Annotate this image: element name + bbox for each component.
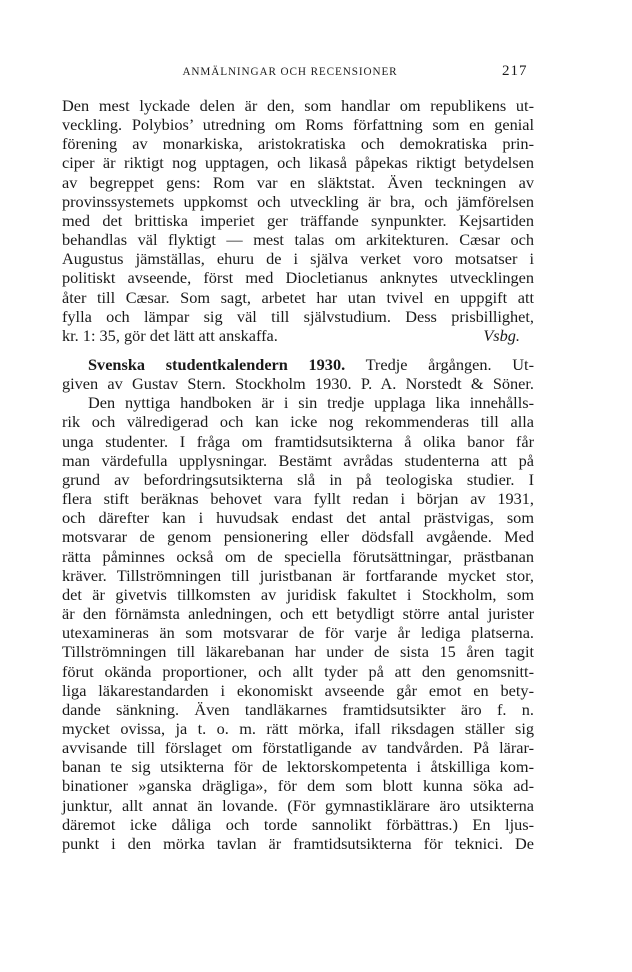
- running-header: ANMÄLNINGAR OCH RECENSIONER: [182, 66, 398, 78]
- book-title: Svenska studentkalendern 1930.: [88, 355, 346, 374]
- text-line: rätta påminnes också om de speciella förutsättningar, prästbanan: [62, 546, 534, 566]
- heading-publisher-line: given av Gustav Stern. Stockholm 1930. P. A. Norstedt & Söner.: [62, 374, 534, 394]
- text-line: motsvarar de genom pensionering eller dödsfall avgående. Med: [62, 527, 534, 547]
- text-line: behandlas väl flyktigt — mest talas om arkitekturen. Cæsar och: [62, 230, 534, 250]
- heading-edition: Tredje årgången. Ut-: [365, 355, 534, 374]
- review-studentkalendern: [62, 355, 534, 853]
- text-line: junktur, allt annat än lovande. (För gymnastiklärare äro utsikterna: [62, 795, 534, 815]
- text-line: grund av befordringsutsikterna slå in på teologiska studier. I: [62, 469, 534, 489]
- text-line: dande sänkning. Även tandläkarnes framtidsutsikter äro f. n.: [62, 699, 534, 719]
- text-line: Den mest lyckade delen är den, som handlar om republikens ut-: [62, 96, 534, 115]
- text-line: politiskt avseende, först med Diocletianus anknytes utvecklingen: [62, 268, 534, 288]
- closing-line: [62, 326, 534, 345]
- text-line: utexamineras än som motsvarar de för varje år lediga platserna.: [62, 623, 534, 643]
- review-heading: [62, 355, 534, 374]
- text-line: flera stift beräknas behovet vara fyllt redan i början av 1931,: [62, 489, 534, 509]
- text-line: Tillströmningen till läkarebanan har under de sista 15 åren tagit: [62, 642, 534, 662]
- text-line: förut okända proportioner, och allt tyder på att den genomsnitt-: [62, 661, 534, 681]
- text-line: av begreppet gens: Rom var en släktstat. Även teckningen av: [62, 172, 534, 192]
- text-line: punkt i den mörka tavlan är framtidsutsikterna för teknici. De: [62, 833, 534, 853]
- text-line: Den nyttiga handboken är i sin tredje upplaga lika innehålls-: [88, 393, 534, 413]
- text-line: förening av monarkiska, aristokratiska och demokratiska prin-: [62, 134, 534, 154]
- text-line: är den förnämsta anledningen, och ett betydligt större antal jurister: [62, 604, 534, 624]
- text-line: däremot icke dåliga och torde sannolikt förbättras.) En ljus-: [62, 814, 534, 834]
- text-line: ciper är riktigt nog upptagen, och likaså påpekas riktigt betydelsen: [62, 153, 534, 173]
- text-line: avvisande till förslaget om förstatligande av tandvården. På lärar-: [62, 738, 534, 758]
- text-line: med det brittiska imperiet ger träffande synpunkter. Kejsartiden: [62, 210, 534, 230]
- text-line: det är givetvis tillkomsten av juridisk fakultet i Stockholm, som: [62, 584, 534, 604]
- review-paragraph-polybios: [62, 96, 534, 345]
- page-number: 217: [502, 63, 528, 79]
- text-line: banan te sig utsikterna för de lektorskompetenta i åtskilliga kom-: [62, 757, 534, 777]
- text-line: veckling. Polybios’ utredning om Roms författning som en genial: [62, 115, 534, 135]
- text-line: fylla och lämpar sig väl till självstudium. Dess prisbillighet,: [62, 306, 534, 326]
- text-line: åter till Cæsar. Som sagt, arbetet har utan tvivel en uppgift att: [62, 287, 534, 307]
- text-line: provinssystemets uppkomst och utveckling är bra, och jämförelsen: [62, 191, 534, 211]
- text-line: kräver. Tillströmningen till juristbanan är fortfarande mycket stor,: [62, 565, 534, 585]
- text-line: unga studenter. I fråga om framtidsutsikterna å olika banor får: [62, 431, 534, 451]
- text-line: man värdefulla upplysningar. Bestämt avrådas studenterna att på: [62, 450, 534, 470]
- text-line: mycket ovissa, ja t. o. m. rätt mörka, ifall riksdagen ställer sig: [62, 718, 534, 738]
- text-line: och därefter kan i huvudsak endast det antal prästvigas, som: [62, 508, 534, 528]
- reviewer-signature: Vsbg.: [483, 325, 520, 345]
- text-line: rik och välredigerad och kan icke nog rekommenderas till alla: [62, 412, 534, 432]
- text-line: kr. 1: 35, gör det lätt att anskaffa.: [62, 325, 278, 345]
- text-line: Augustus jämställas, ehuru de i själva verket voro motsatser i: [62, 249, 534, 269]
- text-line: binationer »ganska drägliga», för dem som blott kunna söka ad-: [62, 776, 534, 796]
- text-line: liga läkarestandarden i ekonomiskt avseende går emot en bety-: [62, 680, 534, 700]
